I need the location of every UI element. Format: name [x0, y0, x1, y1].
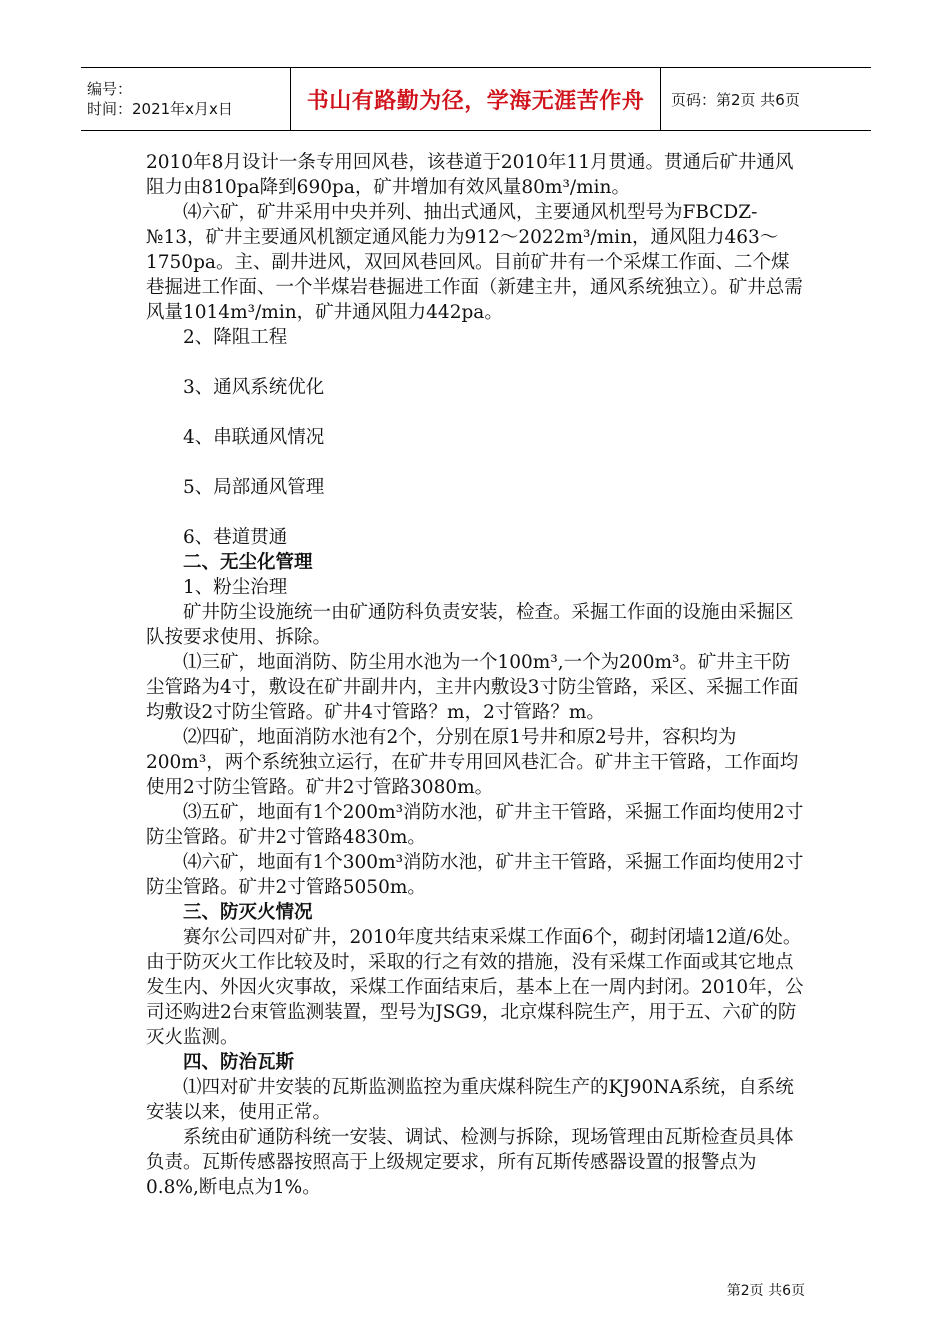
section-heading: 三、防灭火情况 [183, 902, 313, 923]
header-motto [291, 68, 661, 130]
page-header [81, 67, 871, 131]
page-number-text: 页码：第2页 共6页 [671, 90, 800, 109]
paragraph: ⑴四对矿井安装的瓦斯监测监控为重庆煤科院生产的KJ90NA系统，自系统安装以来，使用正常。 [146, 1077, 794, 1123]
paragraph: ⑴三矿，地面消防、防尘用水池为一个100m³,一个为200m³。矿井主干防尘管路为4寸，敷设在矿井副井内，主井内敷设3寸防尘管路，采区、采掘工作面均敷设2寸防尘管路。矿井4寸管路？m，2寸管路？m。 [146, 652, 799, 723]
subsection-heading: 1、粉尘治理 [183, 577, 288, 598]
motto-text: 书山有路勤为径，学海无涯苦作舟 [306, 88, 645, 114]
paragraph: ⑶五矿，地面有1个200m³消防水池，矿井主干管路，采掘工作面均使用2寸防尘管路。矿井2寸管路4830m。 [146, 802, 804, 848]
section-heading: 四、防治瓦斯 [183, 1052, 295, 1073]
document-body [146, 150, 806, 1200]
list-item: 5、局部通风管理 [183, 477, 325, 498]
document-number-label: 编号： [87, 80, 133, 98]
paragraph: ⑷六矿，矿井采用中央并列、抽出式通风，主要通风机型号为FBCDZ-№13，矿井主要通风机额定通风能力为912～2022m³/min，通风阻力463～1750pa。主、副井进风，双回风巷回风。目前矿井有一个采煤工作面、二个煤巷掘进工作面、一个半煤岩巷掘进工作面（新建主井，通风系统独立）。矿井总需风量1014m³/min，矿井通风阻力442pa。 [146, 202, 803, 323]
page-footer [727, 1280, 805, 1300]
list-item: 2、降阻工程 [183, 327, 288, 348]
list-item: 4、串联通风情况 [183, 427, 325, 448]
section-heading: 二、无尘化管理 [183, 552, 313, 573]
footer-page-number: 第2页 共6页 [726, 1283, 805, 1299]
header-meta [81, 68, 291, 130]
header-page-number [661, 68, 871, 130]
paragraph: 赛尔公司四对矿井，2010年度共结束采煤工作面6个，砌封闭墙12道/6处。由于防灭火工作比较及时，采取的行之有效的措施，没有采煤工作面或其它地点发生内、外因火灾事故，采煤工作面结束后，基本上在一周内封闭。2010年，公司还购进2台束管监测装置，型号为JSG9，北京煤科院生产，用于五、六矿的防灭火监测。 [146, 927, 804, 1048]
paragraph: 系统由矿通防科统一安装、调试、检测与拆除，现场管理由瓦斯检查员具体负责。瓦斯传感器按照高于上级规定要求，所有瓦斯传感器设置的报警点为0.8%,断电点为1%。 [146, 1127, 794, 1198]
paragraph: 2010年8月设计一条专用回风巷，该巷道于2010年11月贯通。贯通后矿井通风阻力由810pa降到690pa，矿井增加有效风量80m³/min。 [146, 152, 794, 198]
list-item: 6、巷道贯通 [183, 527, 288, 548]
document-date: 时间：2021年x月x日 [87, 100, 233, 118]
list-item: 3、通风系统优化 [183, 377, 325, 398]
paragraph: 矿井防尘设施统一由矿通防科负责安装，检查。采掘工作面的设施由采掘区队按要求使用、拆除。 [146, 602, 794, 648]
paragraph: ⑵四矿，地面消防水池有2个，分别在原1号井和原2号井，容积均为200m³，两个系统独立运行，在矿井专用回风巷汇合。矿井主干管路，工作面均使用2寸防尘管路。矿井2寸管路3080m。 [146, 727, 799, 798]
paragraph: ⑷六矿，地面有1个300m³消防水池，矿井主干管路，采掘工作面均使用2寸防尘管路。矿井2寸管路5050m。 [146, 852, 804, 898]
